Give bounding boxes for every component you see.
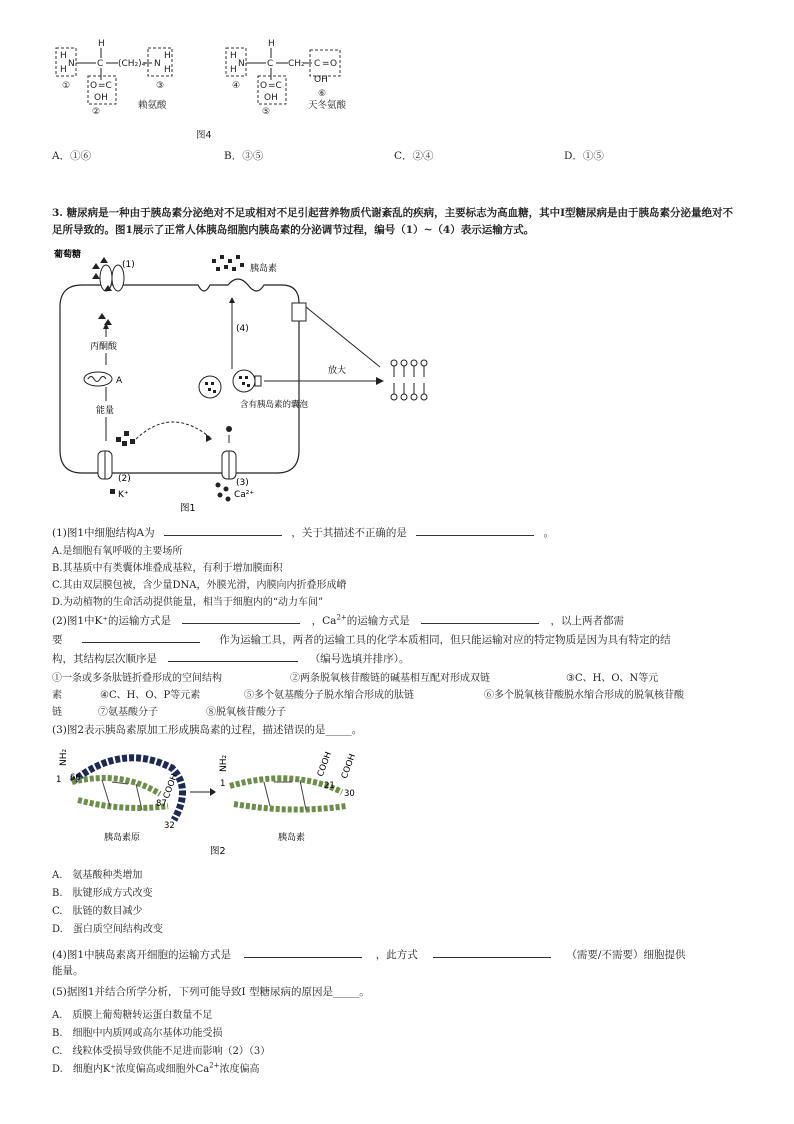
- asp-h2: H: [230, 65, 237, 75]
- answer-blank-2[interactable]: [416, 524, 534, 536]
- sub1-text-a: (1)图1中细胞结构A为: [52, 527, 155, 539]
- sub4-line-2: 能量。: [52, 965, 84, 977]
- sub2-text-e: 要: [52, 634, 63, 646]
- sub2-line-2: [52, 631, 671, 647]
- label-2: (2): [118, 474, 131, 484]
- svg-text:=: =: [322, 59, 330, 69]
- answer-blank-7[interactable]: [244, 946, 362, 958]
- sub4-line-1: [52, 946, 685, 962]
- sub5-option-b[interactable]: B. 细胞中内质网或高尔基体功能受损: [52, 1028, 223, 1039]
- n32: 32: [164, 821, 175, 831]
- asp-n5: ⑤: [262, 107, 271, 117]
- lys-c: C: [97, 59, 104, 69]
- fig4-caption: 图4: [196, 130, 212, 141]
- cooh-b2: COOH: [339, 752, 359, 781]
- ca-label: Ca²⁺: [234, 490, 255, 500]
- sub1-line: [52, 524, 554, 540]
- figure-1: [52, 245, 432, 515]
- sub5-d-text-b: 浓度偏高: [219, 1064, 260, 1075]
- asp-hc: H: [268, 39, 275, 49]
- choice-5: ⑤多个氨基酸分子脱水缩合形成的肽链: [244, 690, 414, 701]
- choice-1: ①一条或多条肽链折叠形成的空间结构: [52, 673, 222, 684]
- nh2-b: NH₂: [219, 754, 229, 772]
- sub3-option-a[interactable]: A. 氨基酸种类增加: [52, 870, 143, 881]
- cooh-a: COOH: [161, 772, 181, 801]
- choice-8: ⑧脱氧核苷酸分子: [206, 707, 286, 718]
- n1-b: 1: [220, 779, 226, 789]
- answer-blank-4[interactable]: [421, 612, 539, 624]
- sub5-d-sup: 2+: [209, 1061, 220, 1070]
- sub2-text-h: （编号选填并排序）。: [309, 653, 410, 665]
- lys-nr: N: [154, 59, 161, 69]
- sub3-option-c[interactable]: C. 肽链的数目减少: [52, 906, 143, 917]
- n1-a: 1: [56, 775, 62, 785]
- n66: 66: [70, 773, 81, 783]
- asp-name: 天冬氨酸: [308, 100, 347, 111]
- question-number: 3.: [52, 207, 63, 219]
- question-3-stem: [52, 205, 742, 239]
- sub2-sup: 2+: [336, 613, 347, 622]
- sub2-text-c: 的运输方式是: [346, 615, 410, 627]
- sub3-option-b[interactable]: B. 肽键形成方式改变: [52, 888, 153, 899]
- asp-oh: OH: [264, 93, 278, 103]
- asp-o: O: [260, 81, 268, 91]
- asp-chain: CH₂: [288, 59, 305, 69]
- lys-hr2: H: [164, 65, 171, 75]
- n21: 21: [324, 781, 335, 791]
- lys-n3: ③: [156, 81, 165, 91]
- cooh-b1: COOH: [315, 750, 335, 779]
- label-3: (3): [236, 478, 249, 488]
- lys-n2: ②: [92, 107, 101, 117]
- svg-text:=C: =C: [98, 81, 112, 91]
- sub2-choices-2: [52, 686, 684, 701]
- sub3-text: (3)图2表示胰岛素原加工形成胰岛素的过程，描述错误的是_____。: [52, 724, 363, 736]
- sub4-text-b: ，此方式: [375, 949, 418, 961]
- q2-option-c[interactable]: C．②④: [394, 150, 434, 162]
- sub2-text-f: 作为运输工具，两者的运输工具的化学本质相同，但只能运输对应的特定物质是因为具有特定的结: [219, 634, 671, 646]
- question-stem: 糖尿病是一种由于胰岛素分泌绝对不足或相对不足引起营养物质代谢紊乱的疾病，主要标志为高血糖，其中Ⅰ型糖尿病是由于胰岛素分泌量绝对不足所导致的。图1展示了正常人体胰岛细胞内胰岛素的分泌调节过程，编号（1）~（4）表示运输方式。: [52, 207, 734, 236]
- label-1: (1): [122, 260, 135, 270]
- asp-n4: ④: [232, 81, 241, 91]
- sub1-option-a[interactable]: A.是细胞有氧呼吸的主要场所: [52, 546, 183, 557]
- lys-chain: (CH₂)₄: [118, 59, 146, 69]
- sub2-text-b: ，Ca: [311, 615, 337, 627]
- n30: 30: [344, 789, 355, 799]
- figure-4: [52, 36, 372, 146]
- sub4-text-a: (4)图1中胰岛素离开细胞的运输方式是: [52, 949, 232, 961]
- lys-oh: OH: [94, 93, 108, 103]
- magnify-label: 放大: [328, 366, 347, 376]
- vesicle-label-text: 含有胰岛素的囊泡: [240, 400, 309, 410]
- energy-label: 能量: [96, 406, 115, 416]
- sub2-text-g: 构，其结构层次顺序是: [52, 653, 157, 665]
- sub2-choices-1: [52, 669, 659, 684]
- answer-blank-8[interactable]: [433, 946, 551, 958]
- choice-3-cont: 素: [52, 690, 62, 701]
- vesicle-label: [240, 399, 309, 410]
- sub1-text-b: ，关于其描述不正确的是: [291, 527, 407, 539]
- choice-6-cont: 链: [52, 707, 62, 718]
- sub5-d-text-a: D. 细胞内K⁺浓度偏高或细胞外Ca: [52, 1064, 210, 1075]
- sub1-text-c: 。: [543, 527, 555, 539]
- lys-hr1: H: [164, 51, 171, 61]
- figure-2: [52, 742, 382, 860]
- label-4: (4): [236, 324, 249, 334]
- lys-h2: H: [60, 65, 67, 75]
- answer-blank-5[interactable]: [82, 631, 200, 643]
- lys-name: 赖氨酸: [138, 100, 167, 111]
- answer-blank-3[interactable]: [182, 612, 300, 624]
- lys-h1: H: [60, 51, 67, 61]
- sub4-text-c: （需要/不需要）细胞提供: [566, 949, 686, 961]
- k-label: K⁺: [118, 490, 129, 500]
- svg-text:=C: =C: [268, 81, 282, 91]
- asp-co: C: [314, 59, 321, 69]
- nh2-a: NH₂: [59, 748, 69, 766]
- choice-2: ②两条脱氧核苷酸链的碱基相互配对形成双链: [290, 673, 490, 684]
- asp-n: N: [238, 59, 245, 69]
- sub5-text: (5)据图1并结合所学分析，下列可能导致Ⅰ 型糖尿病的原因是_____。: [52, 986, 370, 998]
- sub5-option-d[interactable]: [52, 1060, 260, 1075]
- sub1-option-b[interactable]: B.其基质中有类囊体堆叠成基粒，有利于增加膜面积: [52, 563, 283, 574]
- fig2-caption: 图2: [210, 846, 226, 857]
- label-a: A: [116, 376, 123, 386]
- sub2-line-3: [52, 650, 409, 666]
- asp-n6: ⑥: [318, 89, 327, 99]
- choice-4: ④C、H、O、P等元素: [100, 690, 201, 701]
- choice-3: ③C、H、O、N等元: [566, 673, 659, 684]
- choice-6: ⑥多个脱氧核苷酸脱水缩合形成的脱氧核苷酸: [484, 690, 684, 701]
- sub5-option-c[interactable]: C. 线粒体受损导致供能不足进而影响（2）（3）: [52, 1046, 271, 1057]
- sub1-option-d[interactable]: D.为动植物的生命活动提供能量，相当于细胞内的“动力车间”: [52, 597, 324, 608]
- sub2-choices-3: [52, 703, 286, 718]
- q2-option-d[interactable]: D．①⑤: [564, 150, 604, 162]
- sub3-option-d[interactable]: D. 蛋白质空间结构改变: [52, 924, 163, 935]
- sub2-text-a: (2)图1中K⁺的运输方式是: [52, 615, 171, 627]
- fig1-caption: 图1: [180, 503, 196, 514]
- asp-o2: O: [330, 59, 338, 69]
- answer-blank-6[interactable]: [168, 650, 298, 662]
- proinsulin-name: 胰岛素原: [104, 833, 141, 843]
- asp-h1: H: [230, 51, 237, 61]
- asp-c: C: [267, 59, 274, 69]
- lys-n1: ①: [62, 81, 71, 91]
- lys-hc: H: [98, 39, 105, 49]
- sub2-line-1: [52, 612, 624, 628]
- lys-n: N: [68, 59, 75, 69]
- sub2-text-d: ，以上两者都需: [550, 615, 624, 627]
- asp-oh2: OH: [314, 75, 328, 85]
- glucose-label: 葡萄糖: [54, 250, 82, 260]
- n87: 87: [156, 799, 167, 809]
- sub1-option-c[interactable]: C.其由双层膜包被，含少量DNA，外膜光滑，内膜向内折叠形成嵴: [52, 580, 347, 591]
- choice-7: ⑦氨基酸分子: [98, 707, 158, 718]
- insulin-name: 胰岛素: [278, 833, 306, 843]
- q2-option-b[interactable]: B．③⑤: [224, 150, 264, 162]
- answer-blank-1[interactable]: [164, 524, 282, 536]
- sub5-option-a[interactable]: A. 质膜上葡萄糖转运蛋白数量不足: [52, 1010, 213, 1021]
- pyruvate-label: 丙酮酸: [90, 342, 118, 352]
- insulin-label: 胰岛素: [250, 264, 278, 274]
- q2-option-a[interactable]: A．①⑥: [52, 150, 92, 162]
- lys-o: O: [90, 81, 98, 91]
